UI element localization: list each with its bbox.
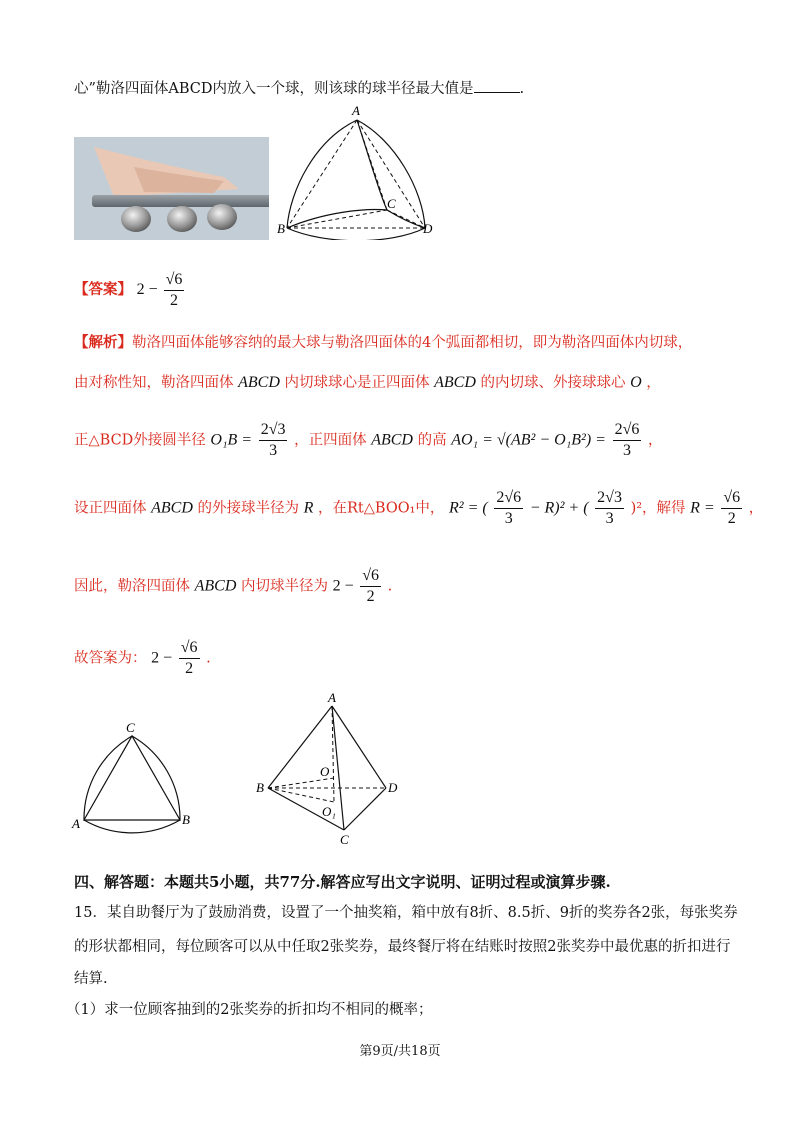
- reuleaux-tetrahedron-figure: [275, 100, 445, 240]
- reuleaux-photo: [74, 137, 269, 240]
- tetra-label-b: B: [256, 780, 264, 795]
- triangle-label-c: C: [126, 720, 135, 735]
- vertex-label-d: D: [423, 221, 433, 236]
- triangle-label-a: A: [72, 816, 80, 831]
- tetra-label-o1: O₁: [322, 804, 336, 819]
- tetra-label-o: O: [320, 764, 330, 779]
- tetra-label-d: D: [388, 780, 398, 795]
- q15-line-3: 结算.: [74, 971, 108, 987]
- analysis-line-5: 因此，勒洛四面体 ABCD 内切球半径为 2 − $\frac{√6}{2}$ .: [74, 567, 393, 605]
- analysis-line-6: 故答案为： 2 − $\frac{√6}{2}$ .: [74, 639, 211, 677]
- vertex-label-a: A: [352, 103, 360, 118]
- reuleaux-triangle-figure: [68, 720, 198, 835]
- section-title: 四、解答题：本题共5小题，共77分.解答应写出文字说明、证明过程或演算步骤.: [74, 873, 611, 891]
- vertex-label-b: B: [277, 221, 285, 236]
- q15-line-2: 的形状都相同，每位顾客可以从中任取2张奖券，最终餐厅将在结账时按照2张奖券中最优惠的折扣进行: [74, 939, 731, 955]
- triangle-label-b: B: [182, 812, 190, 827]
- answer-line: [74, 268, 186, 312]
- answer-blank: [474, 78, 520, 93]
- analysis-line-1: 【解析】勒洛四面体能够容纳的最大球与勒洛四面体的4个弧面都相切，即为勒洛四面体内切球，: [74, 334, 693, 351]
- q15-line-1: 15．某自助餐厅为了鼓励消费，设置了一个抽奖箱，箱中放有8折、8.5折、9折的奖券各2张，每张奖券: [74, 905, 738, 921]
- analysis-line-2: 由对称性知，勒洛四面体 ABCD 内切球球心是正四面体 ABCD 的内切球、外接球球心 O ，: [74, 374, 661, 391]
- tetra-label-c: C: [340, 832, 349, 847]
- analysis-tag: 【解析】: [74, 334, 132, 351]
- tetra-label-a: A: [328, 690, 336, 705]
- vertex-label-c: C: [387, 196, 396, 211]
- analysis-line-4: 设正四面体 ABCD 的外接球半径为 R ，在Rt△BOO₁中， R² = ( $\frac{2√6}{3}$ − R)² + ( $\frac{2√3}{3}$ )²，解得 R = $\frac{√6}{2}$ ，: [74, 489, 764, 527]
- answer-tag: 【答案】: [74, 281, 132, 298]
- tetrahedron-figure: [250, 690, 410, 850]
- q15-subquestion-1: （1）求一位顾客抽到的2张奖券的折扣均不相同的概率；: [66, 1002, 433, 1018]
- question-continuation: 心”勒洛四面体ABCD内放入一个球，则该球的球半径最大值是 .: [74, 78, 524, 99]
- answer-value: 2 − $\frac{√6}{2}$: [136, 270, 183, 309]
- analysis-line-3: 正△BCD外接圆半径 O₁B = $\frac{2√3}{3}$ ，正四面体 ABCD 的高 AO₁ = √(AB² − O₁B²) = $\frac{2√6}{3}$ ，: [74, 421, 663, 459]
- page-footer: 第9页/共18页: [359, 1044, 441, 1059]
